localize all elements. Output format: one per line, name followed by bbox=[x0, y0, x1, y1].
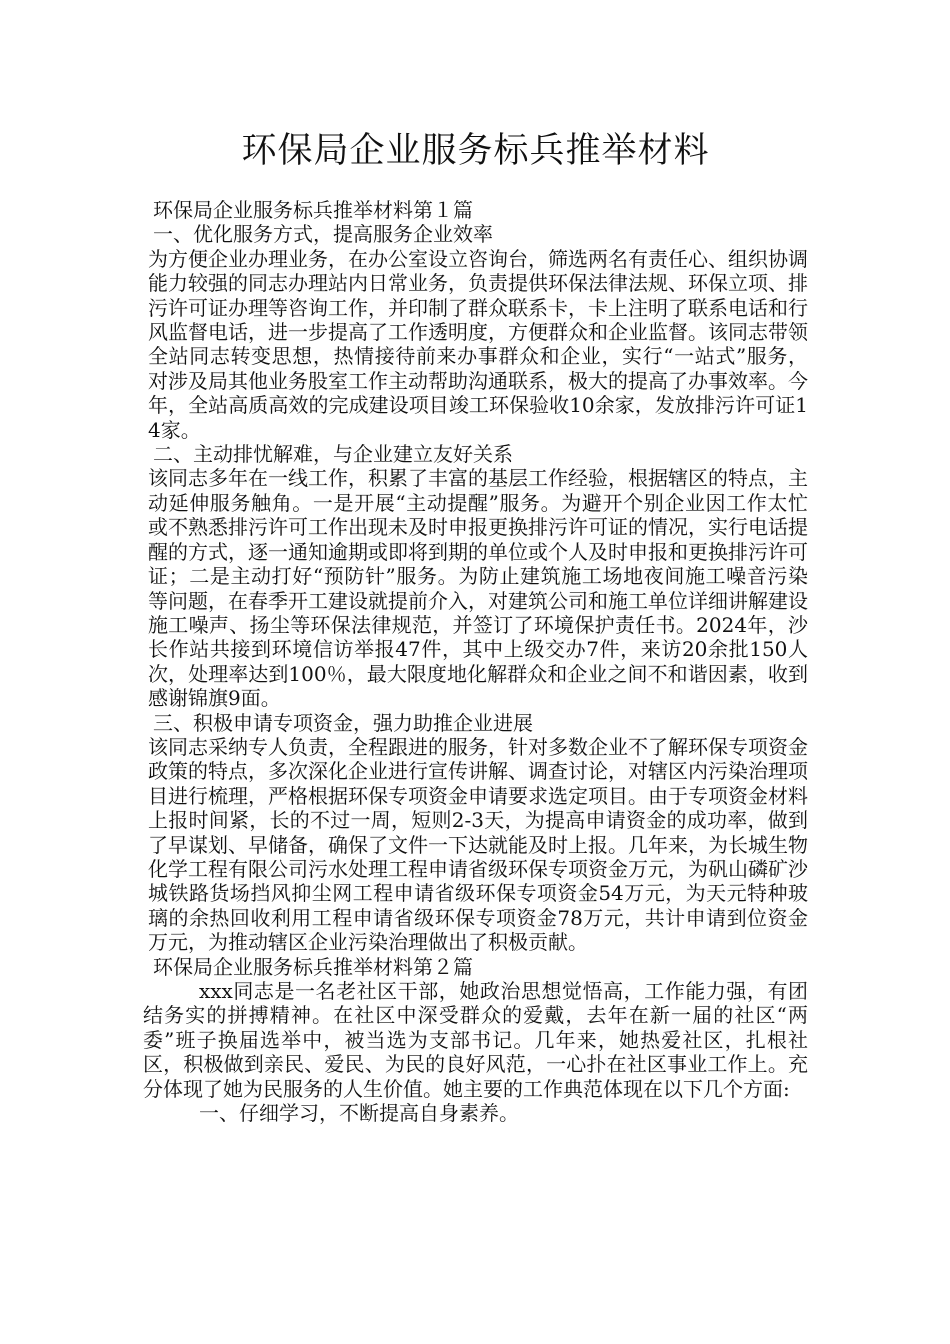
section-heading: 一、仔细学习，不断提高自身素养。 bbox=[199, 1101, 519, 1126]
section-heading: 二、主动排忧解难，与企业建立友好关系 bbox=[153, 442, 513, 467]
body-paragraph: xxx同志是一名老社区干部，她政治思想觉悟高，工作能力强，有团结务实的拼搏精神。在社区中深受群众的爱戴，去年在新一届的社区“两委”班子换届选举中，被当选为支部书记。几年来，她热爱社区，扎根社区，积极做到亲民、爱民、为民的良好风范，一心扑在社区事业工作上。充分体现了她为民服务的人生价值。她主要的工作典范体现在以下几个方面: bbox=[143, 979, 808, 1101]
document-body bbox=[143, 198, 808, 1125]
document-title: 环保局企业服务标兵推举材料 bbox=[241, 131, 710, 171]
body-paragraph: 该同志多年在一线工作，积累了丰富的基层工作经验，根据辖区的特点，主动延伸服务触角。一是开展“主动提醒”服务。为避开个别企业因工作太忙或不熟悉排污许可工作出现未及时申报更换排污许可证的情况，实行电话提醒的方式，逐一通知逾期或即将到期的单位或个人及时申报和更换排污许可证；二是主动打好“预防针”服务。为防止建筑施工场地夜间施工噪音污染等问题，在春季开工建设就提前介入，对建筑公司和施工单位详细讲解建设施工噪声、扬尘等环保法律规范，并签订了环境保护责任书。2024年，沙长作站共接到环境信访举报47件，其中上级交办7件，来访20余批150人次，处理率达到100％，最大限度地化解群众和企业之间不和谐因素，收到感谢锦旗9面。 bbox=[148, 466, 808, 711]
section-heading: 一、优化服务方式，提高服务企业效率 bbox=[153, 222, 493, 247]
document-page bbox=[143, 128, 808, 1125]
body-paragraph: 为方便企业办理业务，在办公室设立咨询台，筛选两名有责任心、组织协调能力较强的同志办理站内日常业务，负责提供环保法律法规、环保立项、排污许可证办理等咨询工作，并印制了群众联系卡，卡上注明了联系电话和行风监督电话，进一步提高了工作透明度，方便群众和企业监督。该同志带领全站同志转变思想，热情接待前来办事群众和企业，实行“一站式”服务，对涉及局其他业务股室工作主动帮助沟通联系，极大的提高了办事效率。今年，全站高质高效的完成建设项目竣工环保验收10余家，发放排污许可证14家。 bbox=[148, 246, 808, 442]
body-paragraph: 该同志采纳专人负责，全程跟进的服务，针对多数企业不了解环保专项资金政策的特点，多次深化企业进行宣传讲解、调查讨论，对辖区内污染治理项目进行梳理，严格根据环保专项资金申请要求选定项目。由于专项资金材料上报时间紧，长的不过一周，短则2-3天，为提高申请资金的成功率，做到了早谋划、早储备，确保了文件一下达就能及时上报。几年来，为长城生物化学工程有限公司污水处理工程申请省级环保专项资金万元，为矾山磷矿沙城铁路货场挡风抑尘网工程申请省级环保专项资金54万元，为天元特种玻璃的余热回收利用工程申请省级环保专项资金78万元，共计申请到位资金万元，为推动辖区企业污染治理做出了积极贡献。 bbox=[148, 734, 808, 955]
section-heading: 三、积极申请专项资金，强力助推企业进展 bbox=[153, 710, 533, 735]
section-heading: 环保局企业服务标兵推举材料第１篇 bbox=[153, 198, 473, 222]
section-heading: 环保局企业服务标兵推举材料第２篇 bbox=[153, 954, 473, 979]
